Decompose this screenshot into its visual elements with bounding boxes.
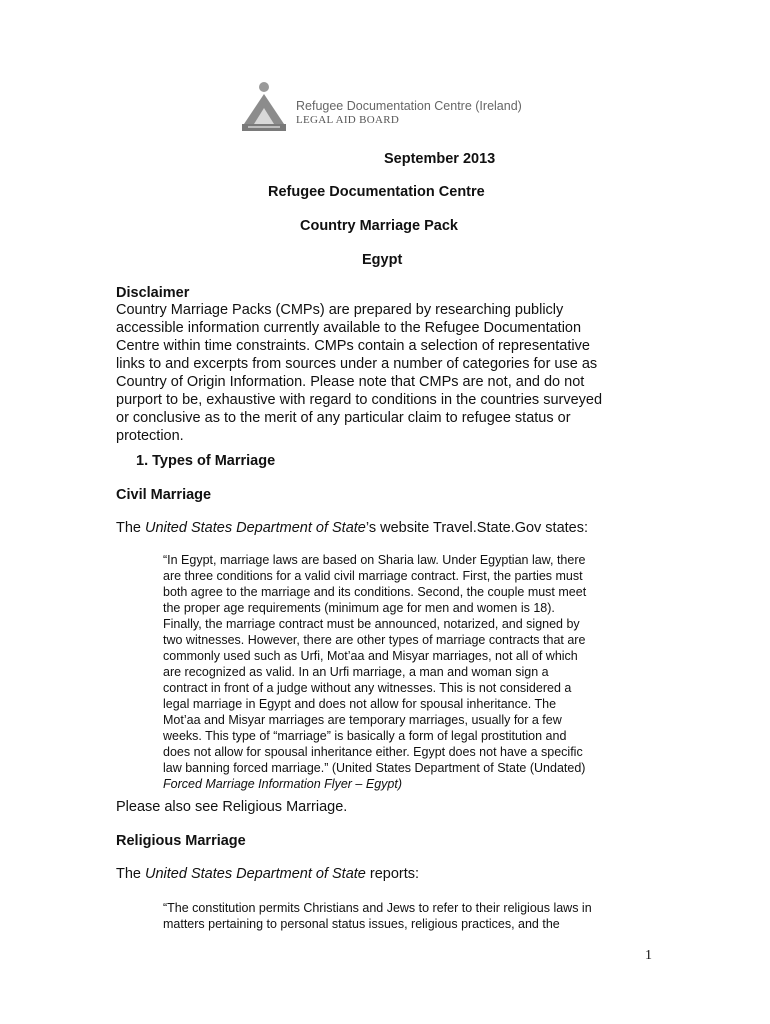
disclaimer-line: Centre within time constraints. CMPs contain a selection of representative [116,338,590,354]
civil-quote-line: are recognized as valid. In an Urfi marriage, a man and woman sign a [163,665,549,679]
civil-quote-line: Finally, the marriage contract must be announced, notarized, and signed by [163,617,580,631]
civil-quote-line: legal marriage in Egypt and does not allow for spousal inheritance. The [163,697,557,711]
disclaimer-line: Country Marriage Packs (CMPs) are prepared by researching publicly [116,302,564,318]
disclaimer-line: or conclusive as to the merit of any particular claim to refugee status or [116,410,571,426]
disclaimer-title: Disclaimer [116,285,190,301]
civil-see-also: Please also see Religious Marriage. [116,799,348,815]
disclaimer-line: purport to be, exhaustive with regard to conditions in the countries surveyed [116,392,603,408]
civil-quote-line: does not allow for spousal inheritance either. Egypt does not have a specific [163,745,583,759]
civil-quote-line: the proper age requirements (minimum age for men and women is 18). [163,601,555,615]
legal-aid-board-logo [240,80,290,134]
header-date: September 2013 [384,151,496,167]
disclaimer-line: accessible information currently available to the Refugee Documentation [116,320,582,336]
civil-quote-line: “In Egypt, marriage laws are based on Sharia law. Under Egyptian law, there [163,553,586,567]
header-pack: Country Marriage Pack [300,218,458,234]
religious-quote-line: matters pertaining to personal status issues, religious practices, and the [163,917,560,931]
civil-quote-line: commonly used such as Urfi, Mot’aa and Misyar marriages, not all of which [163,649,578,663]
page-number: 1 [645,948,652,963]
civil-quote-line: weeks. This type of “marriage” is basically a form of legal prostitution and [163,729,567,743]
subsection-title-civil-marriage: Civil Marriage [116,487,212,503]
disclaimer-line: links to and excerpts from sources under a number of categories for use as [116,356,598,372]
civil-quote-citation: Forced Marriage Information Flyer – Egypt) [163,777,402,791]
civil-quote-line: both agree to the marriage and its conditions. Second, the couple must meet [163,585,587,599]
religious-intro: The United States Department of State reports: [116,866,420,882]
civil-quote-line: Mot’aa and Misyar marriages are temporary marriages, usually for a few [163,713,562,727]
subsection-title-religious-marriage: Religious Marriage [116,833,246,849]
civil-quote-line: law banning forced marriage.” (United States Department of State (Undated) [163,761,586,775]
header-centre: Refugee Documentation Centre [268,184,485,200]
letterhead-org-name: Refugee Documentation Centre (Ireland) [296,99,522,113]
disclaimer-line: Country of Origin Information. Please note that CMPs are not, and do not [116,374,585,390]
civil-quote-line: two witnesses. However, there are other types of marriage contracts that are [163,633,586,647]
civil-quote-line: are three conditions for a valid civil marriage contract. First, the parties must [163,569,583,583]
civil-intro: The United States Department of State’s website Travel.State.Gov states: [116,520,589,536]
disclaimer-line: protection. [116,428,184,444]
section-title-types-of-marriage: 1. Types of Marriage [136,453,276,469]
letterhead-board-name: LEGAL AID BOARD [296,114,400,126]
header-country: Egypt [362,252,403,268]
civil-quote-line: contract in front of a judge without any witnesses. This is not considered a [163,681,572,695]
religious-quote-line: “The constitution permits Christians and Jews to refer to their religious laws in [163,901,592,915]
